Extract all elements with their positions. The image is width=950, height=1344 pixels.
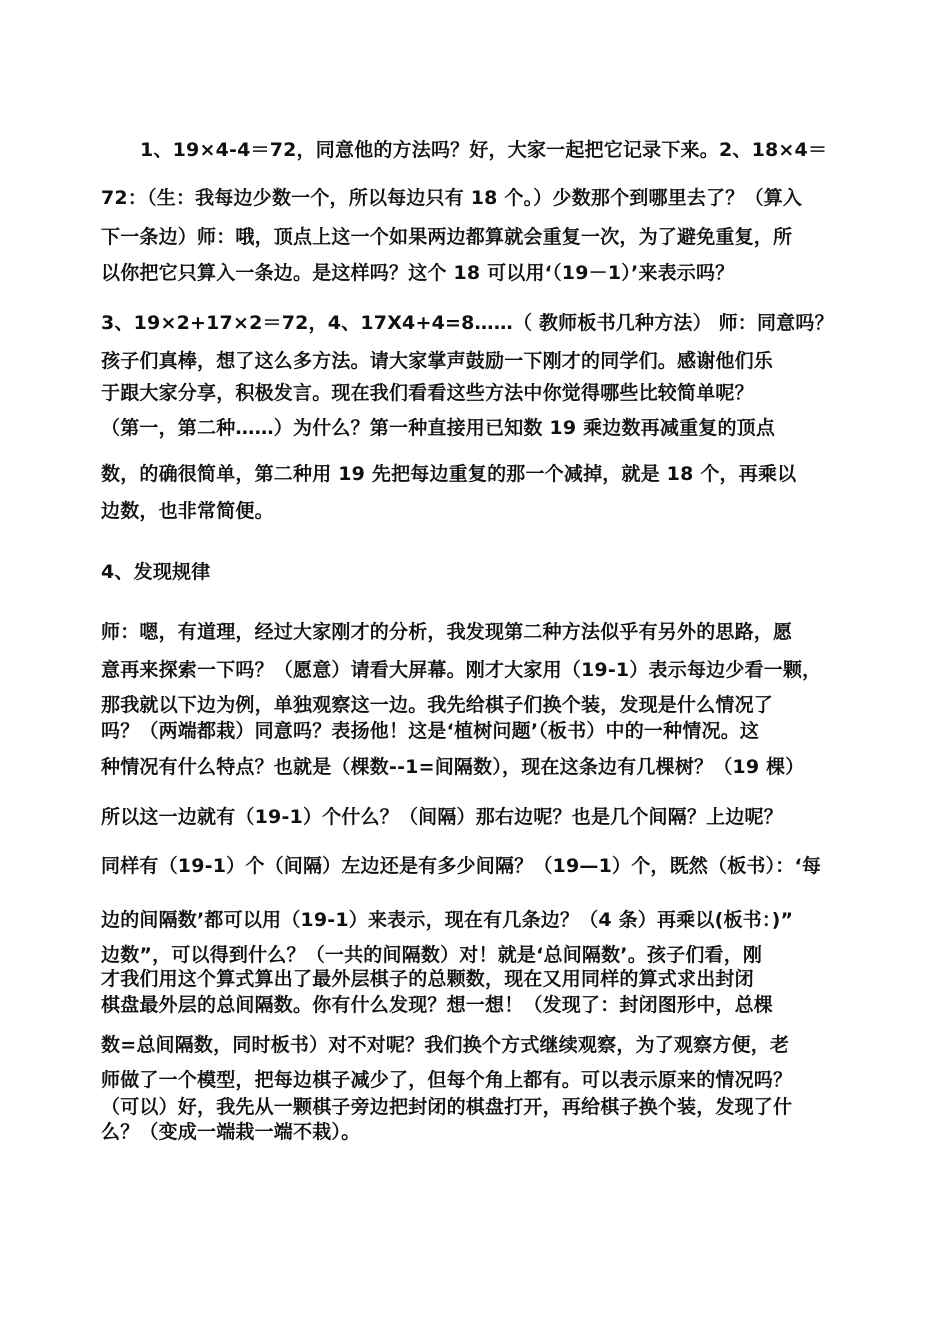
- text-line: （第一，第二种……）为什么？第一种直接用已知数 19 乘边数再减重复的顶点: [101, 417, 776, 439]
- text-line: 于跟大家分享，积极发言。现在我们看看这些方法中你觉得哪些比较简单呢？: [101, 382, 754, 404]
- text-line: 边的间隔数’都可以用（19-1）来表示，现在有几条边？（4 条）再乘以(板书：)”: [101, 909, 794, 931]
- text-line: 1、19×4-4＝72，同意他的方法吗？好，大家一起把它记录下来。2、18×4＝: [140, 139, 828, 161]
- text-line: 孩子们真棒，想了这么多方法。请大家掌声鼓励一下刚才的同学们。感谢他们乐: [101, 350, 774, 372]
- text-line: 数=总间隔数，同时板书）对不对呢？我们换个方式继续观察，为了观察方便，老: [101, 1034, 790, 1056]
- text-line: 3、19×2+17×2＝72，4、17X4+4=8……（ 教师板书几种方法） 师：同意吗？: [101, 312, 834, 334]
- text-line: 那我就以下边为例，单独观察这一边。我先给棋子们换个装，发现是什么情况了: [101, 694, 774, 716]
- text-line: 才我们用这个算式算出了最外层棋子的总颗数，现在又用同样的算式求出封闭: [101, 968, 754, 990]
- text-line: 以你把它只算入一条边。是这样吗？这个 18 可以用‘（19－1）’来表示吗？: [101, 262, 735, 284]
- text-line: 吗？（两端都栽）同意吗？表扬他！这是‘植树问题’（板书）中的一种情况。这: [101, 720, 760, 742]
- text-line: 师：嗯，有道理，经过大家刚才的分析，我发现第二种方法似乎有另外的思路，愿: [101, 621, 793, 643]
- text-line: 么？（变成一端栽一端不栽）。: [101, 1121, 361, 1143]
- text-line: 边数”，可以得到什么？（一共的间隔数）对！就是‘总间隔数’。孩子们看，刚: [101, 944, 763, 966]
- text-line: 所以这一边就有（19-1）个什么？（间隔）那右边呢？也是几个间隔？上边呢？: [101, 806, 783, 828]
- text-line: （可以）好，我先从一颗棋子旁边把封闭的棋盘打开，再给棋子换个装，发现了什: [101, 1096, 793, 1118]
- text-line: 种情况有什么特点？也就是（棵数--1=间隔数），现在这条边有几棵树？（19 棵）: [101, 756, 805, 778]
- text-line: 边数，也非常简便。: [101, 500, 274, 522]
- text-line: 下一条边）师：哦，顶点上这一个如果两边都算就会重复一次，为了避免重复，所: [101, 226, 793, 248]
- text-line: 72：（生：我每边少数一个，所以每边只有 18 个。）少数那个到哪里去了？（算入: [101, 187, 803, 209]
- text-line: 棋盘最外层的总间隔数。你有什么发现？想一想！（发现了：封闭图形中，总棵: [101, 994, 774, 1016]
- text-line: 师做了一个模型，把每边棋子减少了，但每个角上都有。可以表示原来的情况吗？: [101, 1069, 793, 1091]
- text-line: 数，的确很简单，第二种用 19 先把每边重复的那一个减掉，就是 18 个，再乘以: [101, 463, 797, 485]
- section-heading: 4、发现规律: [101, 561, 211, 583]
- text-line: 意再来探索一下吗？（愿意）请看大屏幕。刚才大家用（19-1）表示每边少看一颗，: [101, 659, 822, 681]
- text-line: 同样有（19-1）个（间隔）左边还是有多少间隔？（19—1）个，既然（板书）：‘每: [101, 855, 822, 877]
